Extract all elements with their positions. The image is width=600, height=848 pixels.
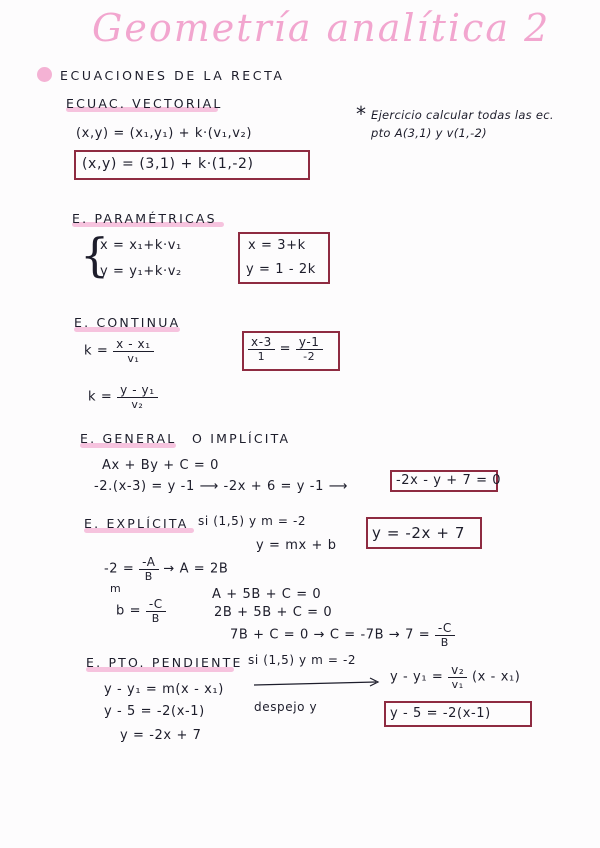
pendiente-right-rhs: (x - x₁) xyxy=(471,669,521,685)
continua-answer-den-2: -2 xyxy=(303,349,316,363)
general-work: -2.(x-3) = y -1 ⟶ -2x + 6 = y -1 ⟶ xyxy=(94,479,348,494)
general-heading-suffix: O IMPLÍCITA xyxy=(192,431,291,446)
continua-heading: E. CONTINUA xyxy=(74,315,181,330)
explicita-b-lhs: b = xyxy=(116,603,142,619)
section-bullet xyxy=(37,67,52,82)
explicita-m-label: m xyxy=(110,582,121,595)
explicita-m-lhs: -2 = xyxy=(104,561,135,577)
explicita-m-num: -A xyxy=(139,556,158,570)
explicita-b-line xyxy=(116,598,166,624)
continua-k1 xyxy=(84,338,154,364)
parametricas-line-2: y = y₁+k·v₂ xyxy=(100,264,182,279)
general-answer: -2x - y + 7 = 0 xyxy=(396,473,502,488)
note-line-1: Ejercicio calcular todas las ec. xyxy=(371,108,554,122)
explicita-formula: y = mx + b xyxy=(256,538,337,553)
pendiente-answer: y - 5 = -2(x-1) xyxy=(390,706,491,721)
vectorial-general-equation: (x,y) = (x₁,y₁) + k·(v₁,v₂) xyxy=(76,126,253,141)
explicita-condition: si (1,5) y m = -2 xyxy=(198,514,307,528)
explicita-sys-3-den: B xyxy=(440,635,449,649)
pendiente-right-den: v₁ xyxy=(451,677,464,691)
explicita-m-fraction xyxy=(139,556,158,582)
continua-k2 xyxy=(88,384,158,410)
explicita-sys-3-lhs: 7B + C = 0 xyxy=(230,627,309,643)
page-title: Geometría analítica 2 xyxy=(92,6,551,50)
continua-answer-fraction-1 xyxy=(248,336,275,362)
pendiente-heading: E. PTO. PENDIENTE xyxy=(86,655,243,670)
continua-k1-fraction xyxy=(113,338,154,364)
continua-k1-lhs: k = xyxy=(84,343,109,359)
continua-k2-num: y - y₁ xyxy=(117,384,158,398)
note-line-2: pto A(3,1) y v(1,-2) xyxy=(371,126,487,140)
continua-answer-fraction-2 xyxy=(296,336,323,362)
pendiente-result: y = -2x + 7 xyxy=(120,728,202,743)
explicita-sys-1: A + 5B + C = 0 xyxy=(212,587,322,602)
continua-k2-den: v₂ xyxy=(131,397,144,411)
pendiente-right xyxy=(390,664,520,690)
explicita-sys-3-fraction xyxy=(435,622,455,648)
explicita-sys-2: 2B + 5B + C = 0 xyxy=(214,605,333,620)
general-formula: Ax + By + C = 0 xyxy=(102,458,220,473)
explicita-sys-3 xyxy=(230,622,455,648)
note-star-icon: * xyxy=(356,102,366,126)
continua-answer-num-1: x-3 xyxy=(248,336,275,350)
continua-k2-fraction xyxy=(117,384,158,410)
explicita-m-den: B xyxy=(144,569,153,583)
parametricas-answer-1: x = 3+k xyxy=(248,238,306,253)
explicita-sys-3-num: -C xyxy=(435,622,455,636)
explicita-answer: y = -2x + 7 xyxy=(372,524,466,542)
continua-k2-lhs: k = xyxy=(88,389,113,405)
continua-answer-den-1: 1 xyxy=(257,349,266,363)
general-heading: E. GENERAL xyxy=(80,431,177,446)
explicita-m-result: → A = 2B xyxy=(163,561,229,577)
explicita-b-num: -C xyxy=(146,598,166,612)
continua-answer-equals: = xyxy=(279,341,292,357)
arrow-icon xyxy=(252,676,384,690)
continua-answer-num-2: y-1 xyxy=(296,336,323,350)
pendiente-condition: si (1,5) y m = -2 xyxy=(248,653,357,667)
explicita-b-fraction xyxy=(146,598,166,624)
explicita-sys-3-result: → C = -7B → 7 = xyxy=(313,627,431,643)
parametricas-brace: { xyxy=(80,228,110,282)
vectorial-answer: (x,y) = (3,1) + k·(1,-2) xyxy=(82,156,254,172)
pendiente-despejo: despejo y xyxy=(254,700,318,714)
explicita-b-den: B xyxy=(151,611,160,625)
explicita-heading: E. EXPLÍCITA xyxy=(84,516,189,531)
continua-k1-den: v₁ xyxy=(127,351,140,365)
continua-answer xyxy=(248,336,323,362)
pendiente-right-lhs: y - y₁ = xyxy=(390,669,444,685)
vectorial-heading: ECUAC. VECTORIAL xyxy=(66,96,223,111)
parametricas-line-1: x = x₁+k·v₁ xyxy=(100,238,182,253)
explicita-m-line xyxy=(104,556,228,582)
parametricas-answer-2: y = 1 - 2k xyxy=(246,262,316,277)
continua-k1-num: x - x₁ xyxy=(113,338,154,352)
pendiente-right-num: v₂ xyxy=(448,664,467,678)
pendiente-work: y - 5 = -2(x-1) xyxy=(104,704,205,719)
section-heading: ECUACIONES DE LA RECTA xyxy=(60,68,285,83)
pendiente-right-fraction xyxy=(448,664,467,690)
pendiente-formula: y - y₁ = m(x - x₁) xyxy=(104,682,224,697)
parametricas-heading: E. PARAMÉTRICAS xyxy=(72,211,217,226)
